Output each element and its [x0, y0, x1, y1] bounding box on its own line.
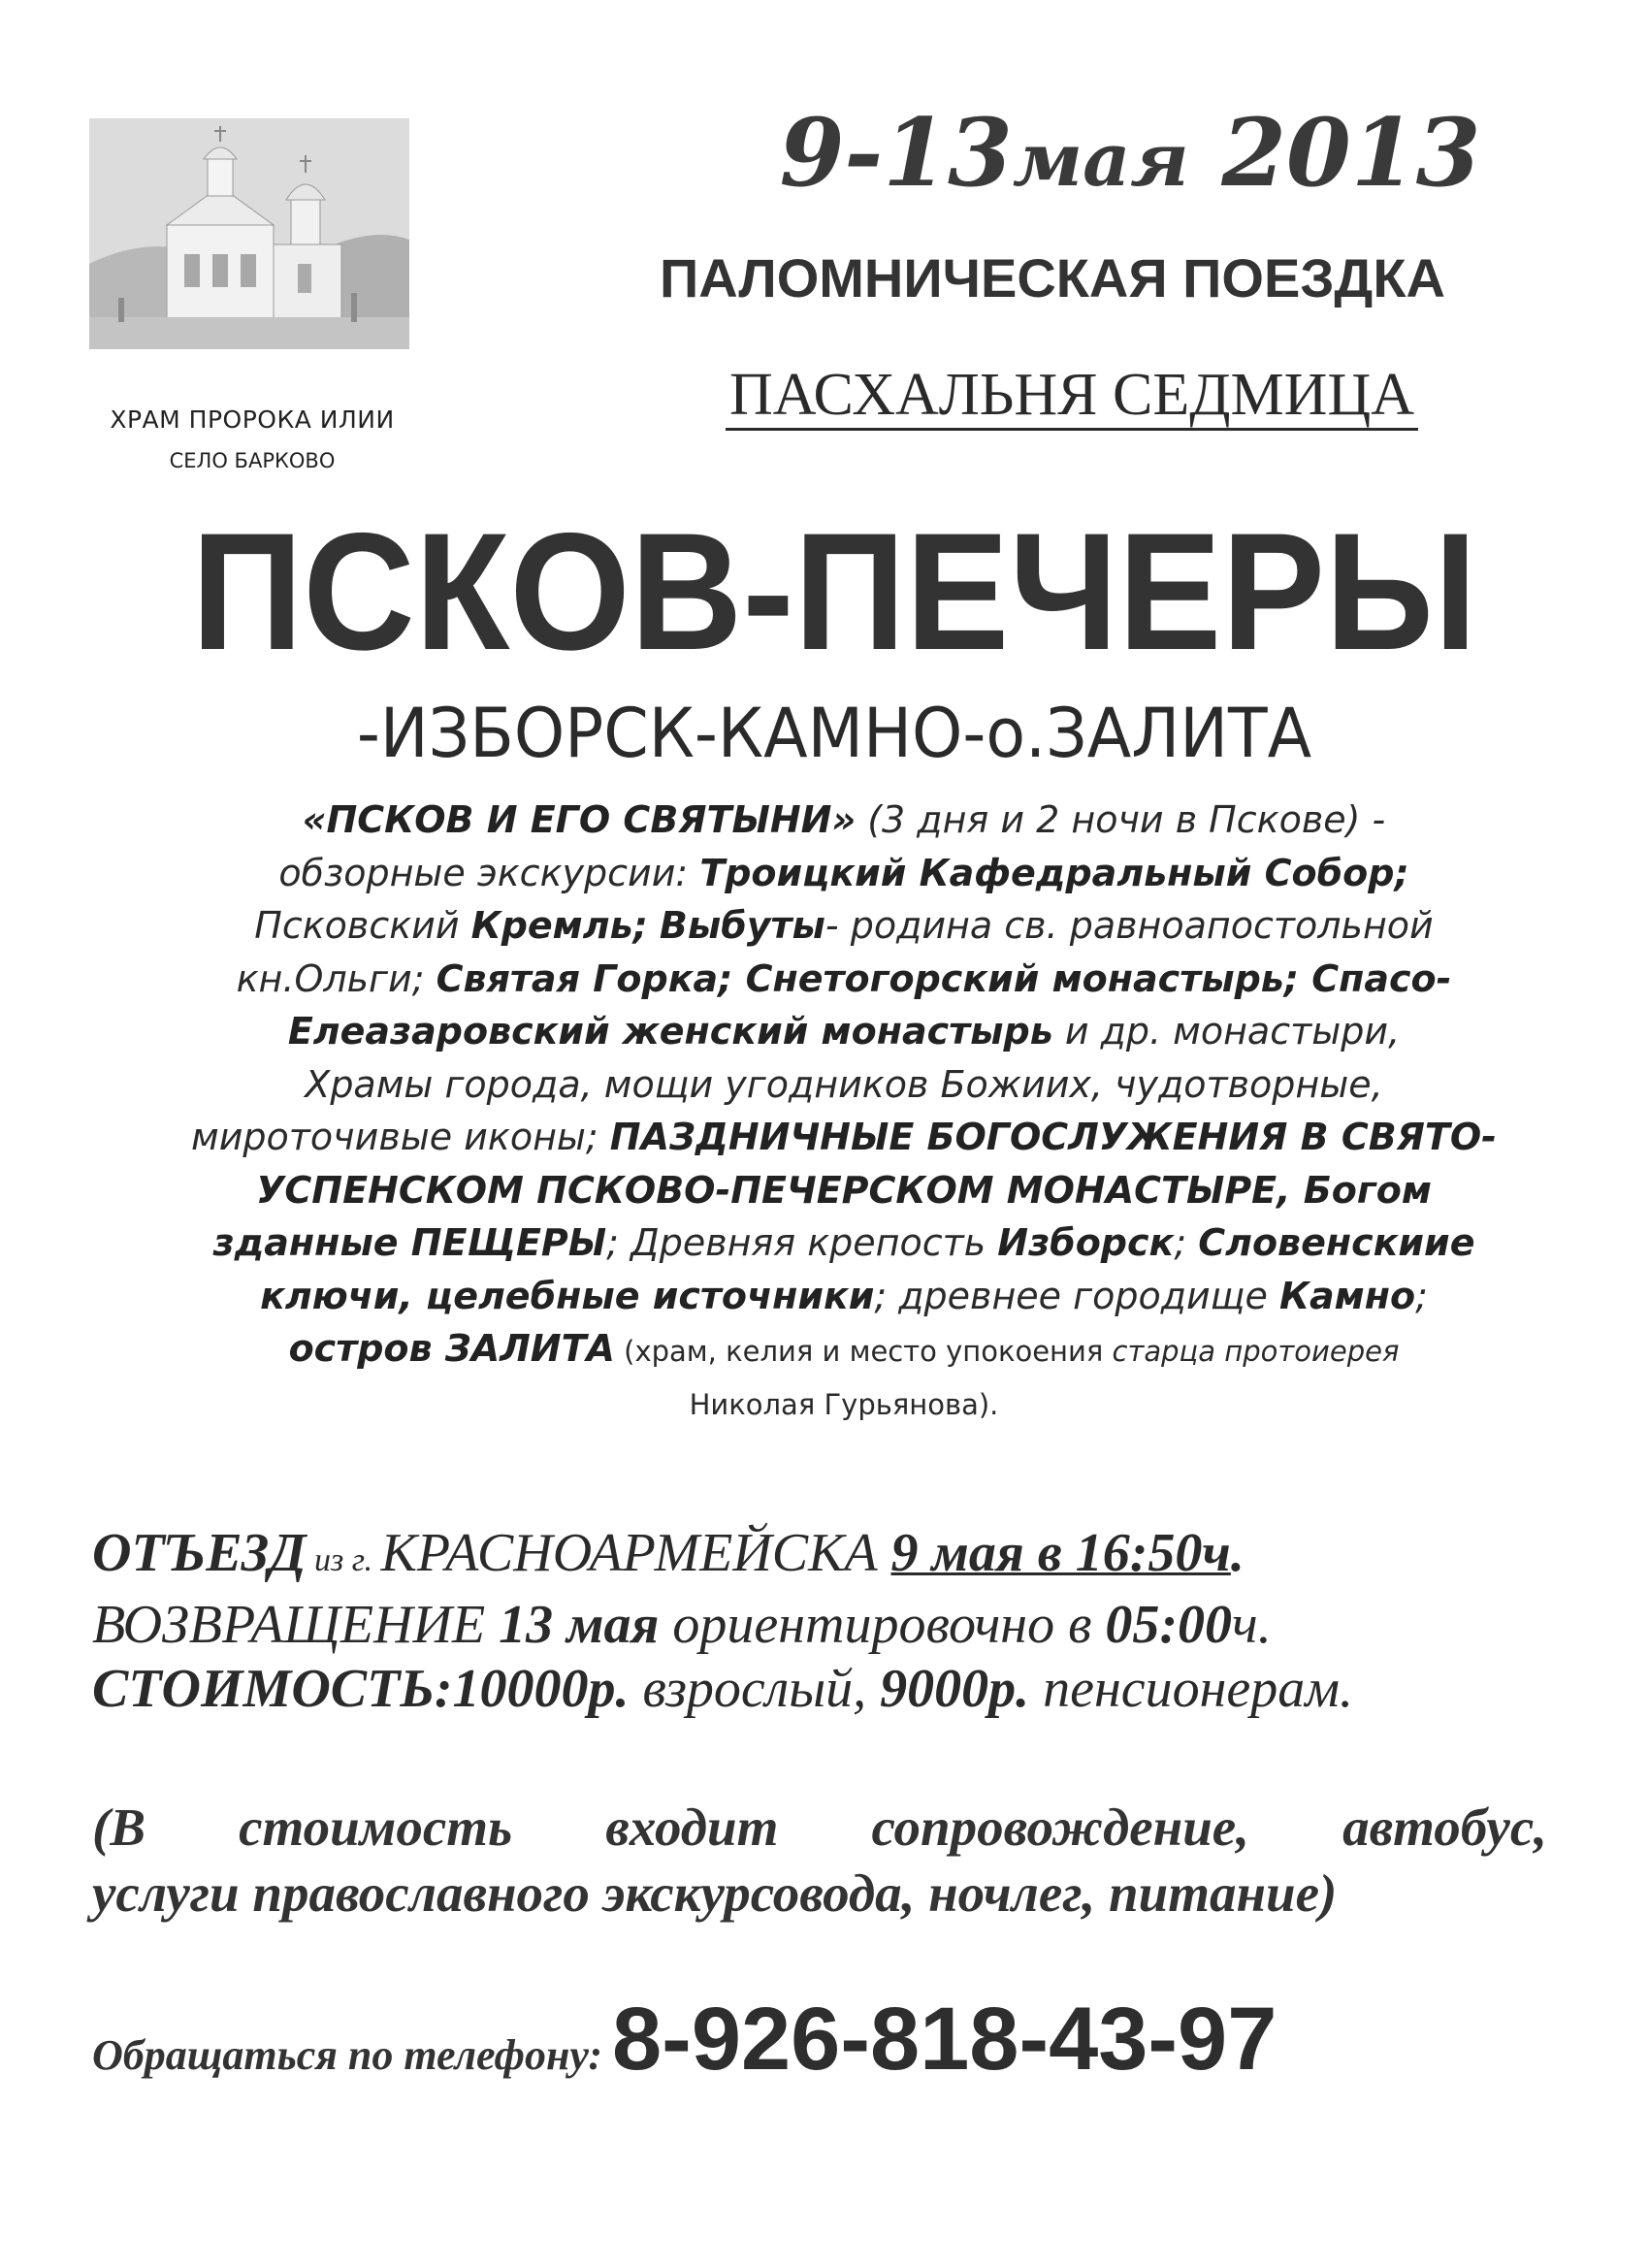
desc-text: остров ЗАЛИТА: [288, 1327, 615, 1370]
desc-text: Изборск: [997, 1221, 1175, 1264]
desc-text: (3 дня и 2 ночи в Пскове) -: [856, 798, 1386, 841]
desc-text: Кремль;: [470, 904, 648, 947]
desc-text: мироточивые иконы;: [191, 1116, 610, 1158]
desc-line: [87, 794, 1600, 847]
desc-text: Елеазаровский женский монастырь: [287, 1010, 1053, 1053]
desc-small: [615, 1335, 1400, 1368]
desc-line: [87, 1164, 1600, 1217]
church-photo: [89, 118, 409, 349]
contact-label: Обращаться по телефону: [92, 2031, 589, 2079]
desc-line: [87, 1322, 1600, 1378]
desc-line: [87, 1005, 1600, 1058]
church-name: ХРАМ ПРОРОКА ИЛИИ: [110, 405, 395, 434]
note-line-1: (В стоимость входит сопровождение, автобус,: [92, 1798, 1547, 1857]
desc-text: Камно: [1278, 1274, 1416, 1317]
desc-line: Николая Гурьянова).: [689, 1387, 999, 1421]
departure-end: .: [1230, 1523, 1245, 1583]
desc-text: ключи, целебные источники: [260, 1274, 875, 1317]
desc-text: ; Древняя крепость: [606, 1221, 998, 1264]
return-line: [92, 1593, 1605, 1657]
desc-line: Храмы города, мощи угодников Божиих, чудотворные,: [305, 1062, 1383, 1106]
contact: [92, 1989, 1605, 2089]
village-name: СЕЛО БАРКОВО: [169, 449, 336, 472]
desc-text: Словенскиие: [1198, 1221, 1475, 1264]
price-adult: СТОИМОСТЬ:10000р.: [92, 1659, 630, 1719]
desc-text: «ПСКОВ И ЕГО СВЯТЫНИ»: [302, 798, 857, 841]
trip-details: [92, 1521, 1605, 1721]
desc-text: Выбуты: [659, 904, 825, 947]
departure-line: [92, 1521, 1605, 1593]
desc-line: [87, 847, 1600, 900]
desc-text: ;: [1174, 1221, 1199, 1264]
departure-city: КРАСНОАРМЕЙСКА: [380, 1523, 891, 1583]
desc-text: Святая Горка; Снетогорский монастырь; Спасо-: [436, 956, 1452, 1000]
route: -ИЗБОРСК-КАМНО-о.ЗАЛИТА: [356, 694, 1312, 773]
departure-from: из г.: [306, 1542, 381, 1578]
desc-line: [87, 953, 1600, 1006]
desc-text: ПАЗДНИЧНЫЕ БОГОСЛУЖЕНИЯ В СВЯТО-: [609, 1116, 1497, 1158]
description: [87, 794, 1600, 1431]
return-approx: ориентировочно в: [659, 1595, 1106, 1655]
desc-text: старца протоиерея: [1112, 1335, 1400, 1368]
departure-time: 9 мая в 16:50ч: [890, 1523, 1231, 1583]
return-unit: ч.: [1232, 1595, 1272, 1655]
return-time: 05:00: [1105, 1595, 1233, 1655]
desc-text: ;: [1415, 1274, 1428, 1317]
week-text: ПАСХАЛЬНЯ СЕДМИЦА: [726, 362, 1418, 431]
desc-text: зданные ПЕЩЕРЫ: [212, 1221, 607, 1264]
desc-text: [648, 904, 660, 947]
price-adult-label: взрослый,: [629, 1659, 881, 1719]
trip-dates: [679, 98, 1581, 208]
trip-type: ПАЛОМНИЧЕСКАЯ ПОЕЗДКА: [660, 247, 1445, 308]
return-label: ВОЗВРАЩЕНИЕ: [92, 1595, 500, 1655]
week-title: [621, 361, 1523, 430]
phone-number[interactable]: 8-926-818-43-97: [612, 1990, 1277, 2089]
price-includes-note: [92, 1795, 1547, 1927]
desc-text: кн.Ольги;: [236, 956, 436, 1000]
desc-line: [87, 899, 1600, 953]
desc-text: (храм, келия и место упокоения: [614, 1335, 1113, 1368]
desc-line: [87, 1270, 1600, 1323]
desc-line: [87, 1111, 1600, 1164]
desc-text: - родина св. равноапостольной: [824, 904, 1434, 947]
date-days: 9-13: [779, 98, 1013, 208]
note-line-2: услуги православного экскурсовода, ночлег, питание): [92, 1863, 1338, 1923]
date-year: 2013: [1221, 98, 1481, 208]
church-illustration: [89, 118, 409, 349]
desc-text: Троицкий Кафедральный Собор;: [699, 851, 1409, 894]
price-line: [92, 1657, 1605, 1721]
desc-text: Богом: [1290, 1168, 1432, 1212]
desc-text: и др. монастыри,: [1052, 1010, 1401, 1053]
contact-colon: :: [588, 2031, 603, 2079]
desc-text: Псковский: [254, 904, 471, 947]
return-date: 13 мая: [499, 1595, 660, 1655]
desc-text: обзорные экскурсии:: [278, 851, 700, 894]
price-pensioner: 9000р.: [880, 1659, 1030, 1719]
departure-label: ОТЪЕЗД: [92, 1523, 307, 1583]
price-pensioner-label: пенсионерам.: [1029, 1659, 1353, 1719]
desc-text: УСПЕНСКОМ ПСКОВО-ПЕЧЕРСКОМ МОНАСТЫРЕ,: [256, 1168, 1291, 1212]
desc-line: [87, 1216, 1600, 1270]
date-month: мая: [1012, 116, 1189, 203]
headline: ПСКОВ-ПЕЧЕРЫ: [191, 499, 1477, 685]
desc-text: ; древнее городище: [874, 1274, 1279, 1317]
